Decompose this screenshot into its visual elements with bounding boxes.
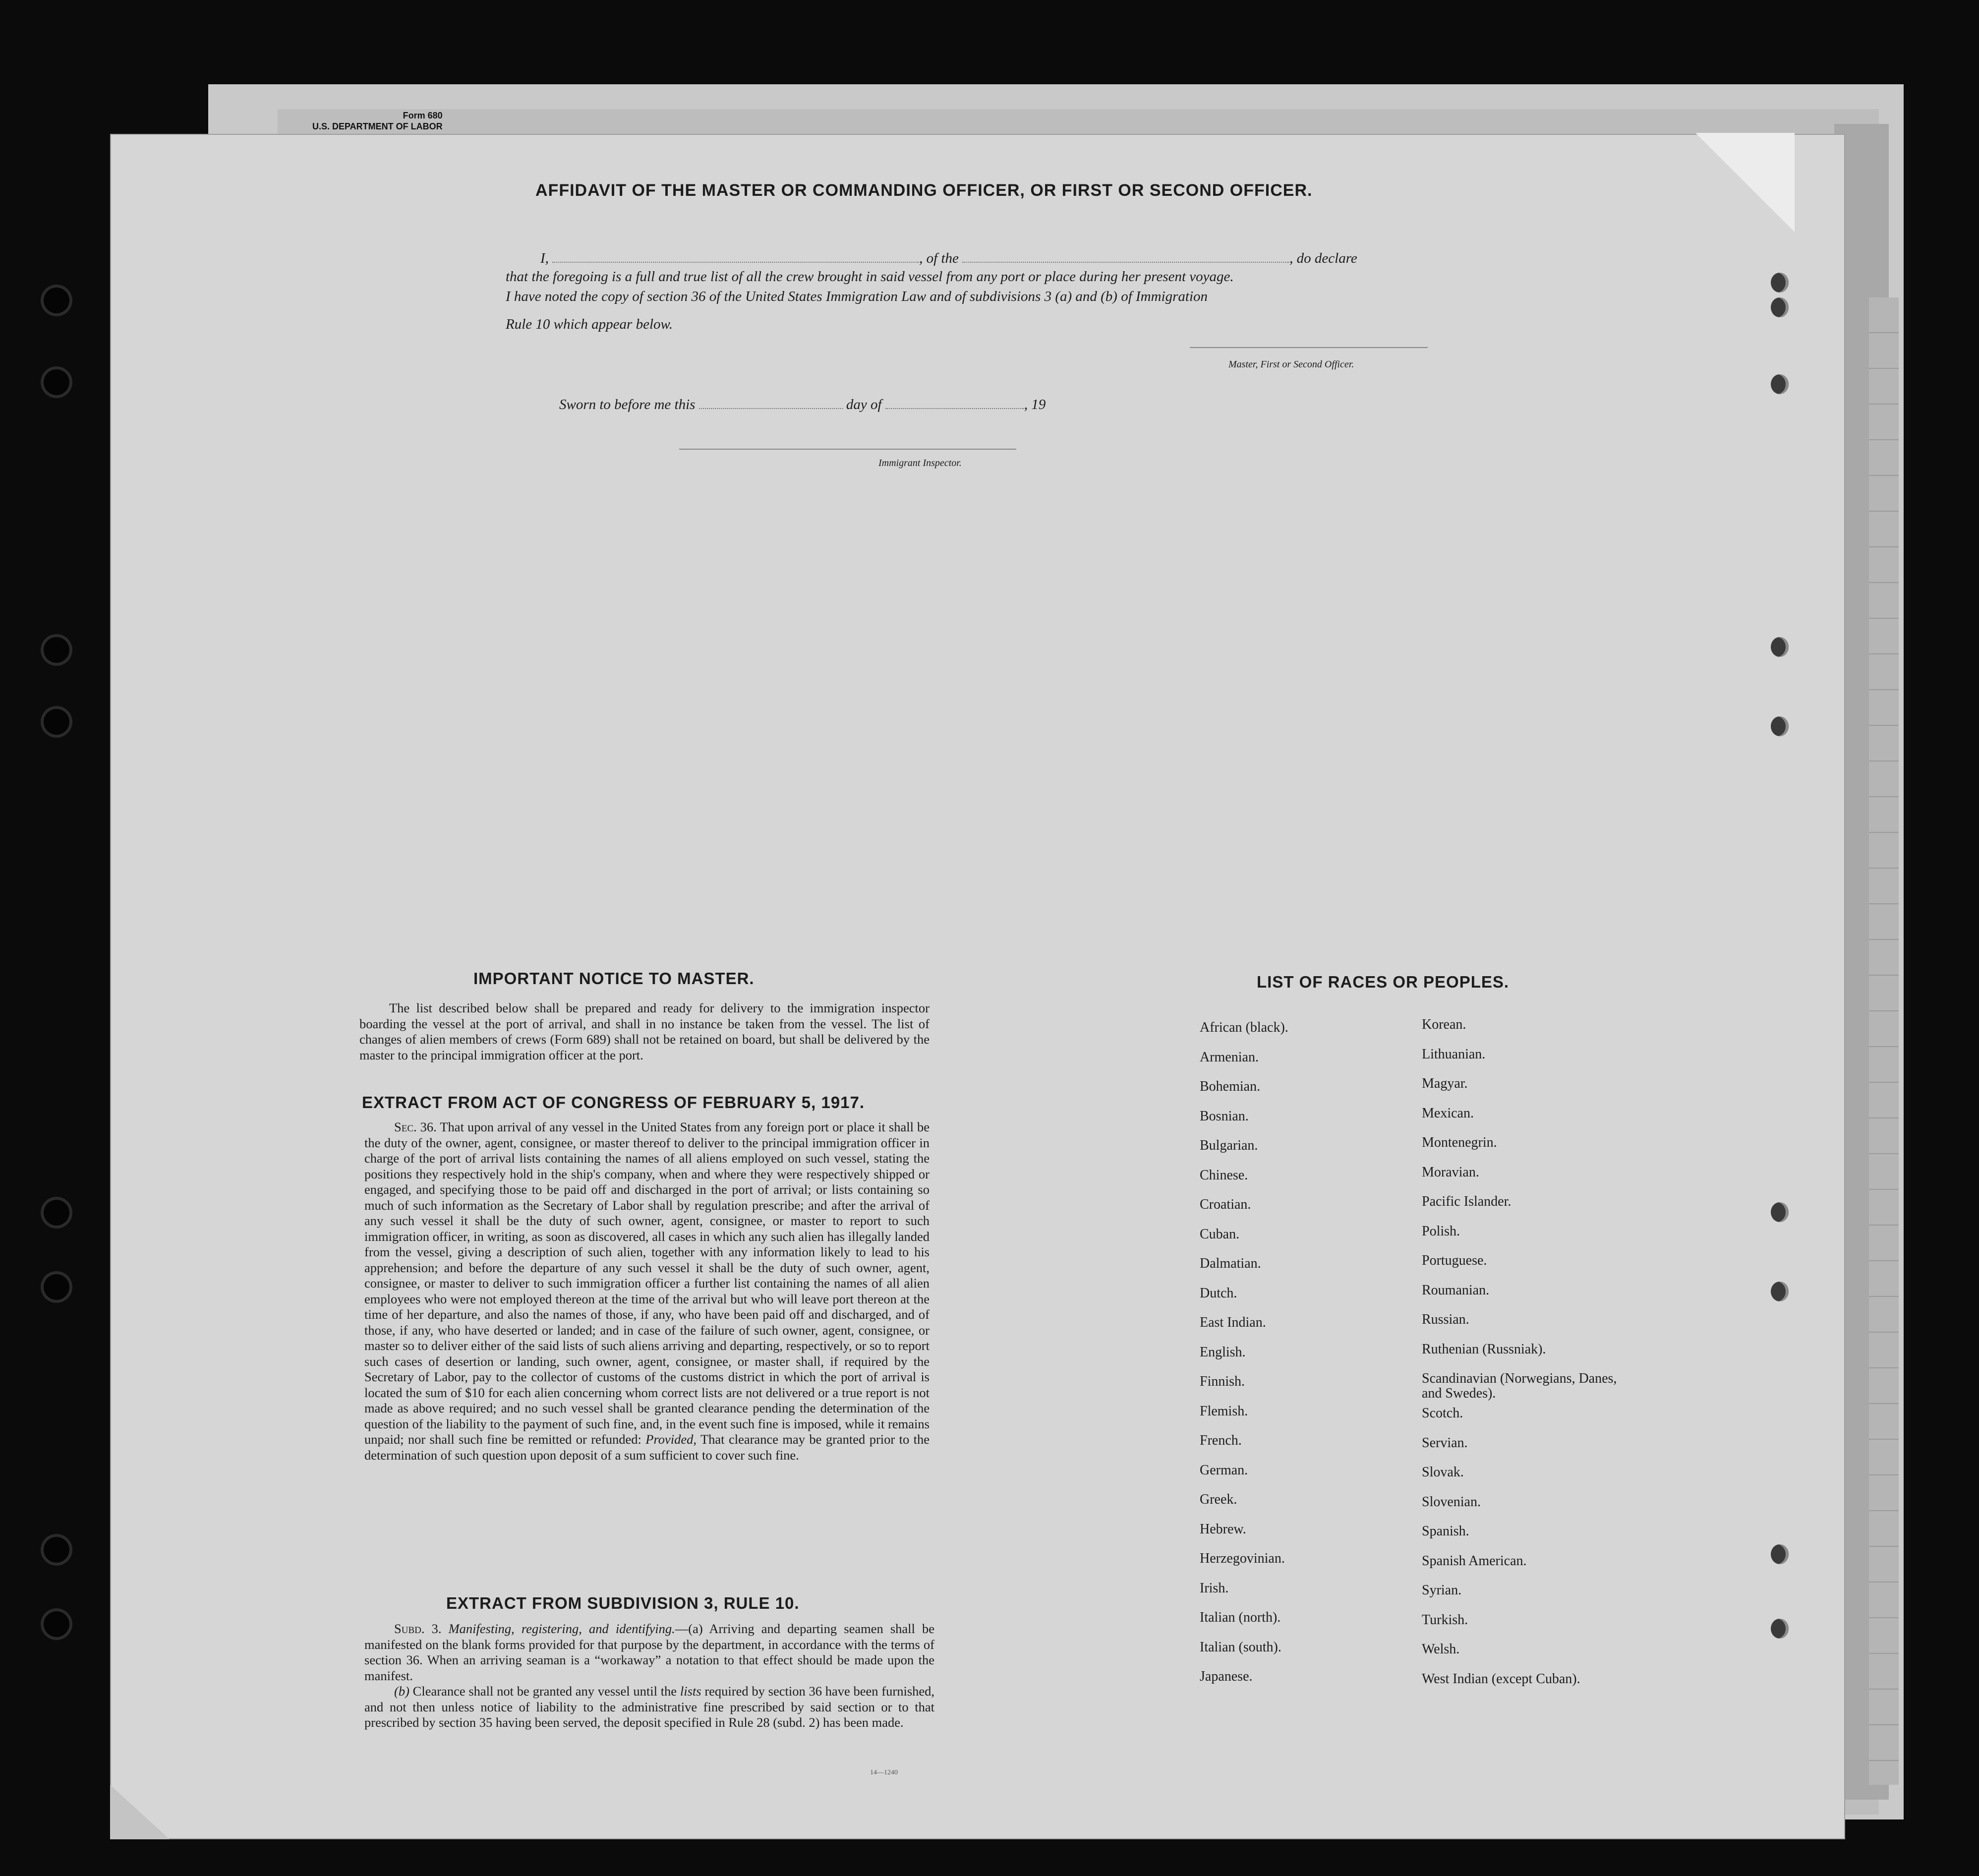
extract-rule-text: [364, 1621, 934, 1731]
race-item: Japanese.: [1200, 1669, 1253, 1684]
race-item: Scandinavian (Norwegians, Danes, and Swedes).: [1422, 1371, 1617, 1401]
race-item: Polish.: [1422, 1223, 1460, 1239]
race-item: Syrian.: [1422, 1583, 1462, 1598]
section-36-paragraph: [364, 1119, 930, 1463]
binder-hole: [1771, 1544, 1789, 1564]
sec-label: Sec. 36.: [394, 1119, 437, 1134]
race-item: Magyar.: [1422, 1076, 1468, 1091]
race-item: Dutch.: [1200, 1285, 1237, 1301]
binder-hole: [44, 709, 69, 735]
day-of-text: day of: [846, 397, 882, 412]
race-item: East Indian.: [1200, 1315, 1266, 1330]
affidavit-line-4: Rule 10 which appear below.: [506, 316, 673, 332]
print-code: 14—1240: [870, 1769, 898, 1776]
races-column-2: [1422, 1017, 1640, 1701]
race-item: Dalmatian.: [1200, 1256, 1261, 1271]
binder-hole: [1771, 1202, 1789, 1222]
binder-hole: [44, 1274, 69, 1300]
race-item: German.: [1200, 1462, 1248, 1478]
folded-corner: [110, 1785, 170, 1839]
race-item: Montenegrin.: [1422, 1135, 1497, 1150]
race-item: Scotch.: [1422, 1406, 1463, 1421]
binder-hole: [44, 288, 69, 313]
inspector-label: Immigrant Inspector.: [878, 458, 962, 469]
affidavit-declare: , do declare: [1289, 250, 1357, 266]
part-b-lists: lists: [680, 1684, 701, 1699]
race-item: Turkish.: [1422, 1612, 1468, 1628]
binder-hole: [1771, 273, 1789, 293]
race-item: English.: [1200, 1344, 1246, 1360]
race-item: Bulgarian.: [1200, 1138, 1258, 1153]
sworn-text: Sworn to before me this: [559, 397, 696, 412]
race-item: Pacific Islander.: [1422, 1194, 1512, 1209]
race-item: Croatian.: [1200, 1197, 1251, 1212]
binder-hole: [44, 369, 69, 395]
races-title: LIST OF RACES OR PEOPLES.: [1257, 973, 1510, 991]
race-item: Armenian.: [1200, 1049, 1259, 1065]
race-item: Irish.: [1200, 1580, 1229, 1596]
sworn-line: [559, 397, 1046, 413]
part-b-end: required by section 36 have been furnished, and not then unless notice of liability to the administrative fine prescribed by said section or to that prescribed by section 35 having been served, the deposit specified in Rule 28 (subd. 2) has been made.: [364, 1684, 935, 1730]
affidavit-i: I,: [540, 250, 549, 266]
race-item: Chinese.: [1200, 1167, 1248, 1183]
race-item: Slovenian.: [1422, 1494, 1481, 1510]
race-item: Slovak.: [1422, 1465, 1464, 1480]
extract-act-text: [364, 1119, 930, 1463]
race-item: Welsh.: [1422, 1642, 1460, 1657]
race-item: Finnish.: [1200, 1374, 1245, 1389]
subd-label: Subd. 3.: [394, 1621, 442, 1636]
vessel-blank[interactable]: [962, 251, 1289, 263]
binder-hole: [1771, 1282, 1789, 1301]
affidavit-line-1: [540, 250, 1357, 267]
binder-hole: [1771, 1619, 1789, 1639]
binder-hole: [1771, 716, 1789, 736]
race-item: Herzegovinian.: [1200, 1551, 1285, 1566]
race-item: Lithuanian.: [1422, 1046, 1486, 1062]
race-item: African (black).: [1200, 1020, 1288, 1035]
part-b-label: (b): [394, 1684, 409, 1699]
subd-b-paragraph: [364, 1684, 934, 1731]
folded-corner: [1695, 133, 1795, 232]
affidavit-title: AFFIDAVIT OF THE MASTER OR COMMANDING OFFICER, OR FIRST OR SECOND OFFICER.: [535, 181, 1313, 200]
extract-rule-title: EXTRACT FROM SUBDIVISION 3, RULE 10.: [446, 1594, 800, 1612]
race-item: Spanish.: [1422, 1524, 1469, 1539]
race-item: Portuguese.: [1422, 1253, 1487, 1268]
sworn-day-blank[interactable]: [699, 397, 843, 409]
notice-title: IMPORTANT NOTICE TO MASTER.: [473, 969, 755, 988]
binder-hole: [44, 1611, 69, 1637]
affidavit-of-the: , of the: [919, 250, 959, 266]
ruled-page-edge: [1869, 297, 1899, 1785]
race-item: Bohemian.: [1200, 1079, 1261, 1094]
race-item: Greek.: [1200, 1492, 1237, 1507]
race-item: Hebrew.: [1200, 1521, 1246, 1537]
affidavit-line-3: I have noted the copy of section 36 of the United States Immigration Law and of subdivisions 3 (a) and (b) of Immigration: [506, 289, 1208, 304]
binder-hole: [44, 637, 69, 663]
sec-36-end: That clearance may be granted prior to the determination of such question upon deposit of a sum sufficient to cover such fine.: [364, 1432, 930, 1463]
race-item: Roumanian.: [1422, 1282, 1490, 1298]
extract-act-title: EXTRACT FROM ACT OF CONGRESS OF FEBRUARY 5, 1917.: [362, 1093, 865, 1112]
race-item: Russian.: [1422, 1312, 1469, 1327]
race-item: Ruthenian (Russniak).: [1422, 1341, 1546, 1357]
binder-hole: [44, 1537, 69, 1563]
subd-heading: Manifesting, registering, and identifying.: [448, 1621, 675, 1636]
race-item: Korean.: [1422, 1017, 1466, 1032]
race-item: Bosnian.: [1200, 1108, 1249, 1124]
race-item: French.: [1200, 1433, 1242, 1448]
race-item: Mexican.: [1422, 1105, 1474, 1121]
race-item: Italian (south).: [1200, 1639, 1281, 1655]
race-item: Servian.: [1422, 1435, 1468, 1451]
race-item: Moravian.: [1422, 1164, 1479, 1180]
part-b-start: Clearance shall not be granted any vessel until the: [412, 1684, 677, 1699]
signature-label: Master, First or Second Officer.: [1228, 359, 1354, 370]
binder-hole: [1771, 374, 1789, 394]
race-item: Spanish American.: [1422, 1553, 1527, 1569]
binder-hole: [44, 1200, 69, 1226]
binder-hole: [1771, 637, 1789, 657]
provided-word: Provided,: [645, 1432, 697, 1447]
race-item: Flemish.: [1200, 1403, 1248, 1419]
races-column-1: [1200, 1020, 1288, 1699]
signature-line[interactable]: [1190, 347, 1428, 348]
affidavit-line-2: that the foregoing is a full and true list of all the crew brought in said vessel from any port or place during her present voyage.: [506, 269, 1234, 285]
race-item: Cuban.: [1200, 1226, 1240, 1242]
race-item: Italian (north).: [1200, 1610, 1281, 1625]
sworn-month-blank[interactable]: [885, 397, 1024, 409]
binder-hole: [1771, 297, 1789, 317]
sec-36-body: That upon arrival of any vessel in the United States from any foreign port or place it shall be the duty of the owner, agent, consignee, or master thereof to deliver to the principal immigration officer in charge of the port of arrival lists containing the names of all aliens employed on such vessel, stating the positions they respectively hold in the ship's company, when and where they were respectively shipped or engaged, and specifying those to be paid off and discharged in the port of arrival; or lists containing so much of such information as the Secretary of Labor shall by regulation prescribe; and after the arrival of any such vessel it shall be the duty of such owner, agent, consignee, or master to report to such immigration officer, in writing, as soon as discovered, all cases in which any such alien has illegally landed from the vessel, giving a description of such alien, together with any information likely to lead to his apprehension; and before the departure of any such vessel it shall be the duty of such owner, agent, consignee, or master to deliver to such immigration officer a further list containing the names of all alien employees who were not employed thereon at the time of the arrival but who will leave port thereon at the time of her departure, and also the names of those, if any, who have been paid off and discharged, and of those, if any, who have deserted or landed; and in case of the failure of such owner, agent, consignee, or master so to deliver either of the said lists of such aliens arriving and departing, respectively, or so to report such cases of desertion or landing, such owner, agent, consignee, or master shall, if required by the Secretary of Labor, pay to the collector of customs of the customs district in which the port of arrival is located the sum of $10 for each alien concerning whom correct lists are not delivered or a true report is not made as above required; and no such vessel shall be granted clearance pending the determination of the question of the liability to the payment of such fine, and, in the event such fine is imposed, while it remains unpaid; nor shall such fine be remitted or refunded:: [364, 1119, 930, 1447]
inspector-signature-line[interactable]: [679, 449, 1016, 450]
name-blank[interactable]: [552, 251, 919, 263]
notice-paragraph: The list described below shall be prepared and ready for delivery to the immigration inspector boarding the vessel at the port of arrival, and shall in no instance be taken from the vessel. The list of changes of alien members of crews (Form 689) shall not be retained on board, but shall be delivered by the master to the principal immigration officer at the port.: [359, 1000, 930, 1062]
year-prefix: , 19: [1024, 397, 1046, 412]
race-item: West Indian (except Cuban).: [1422, 1671, 1580, 1687]
subd-part-a: —(a) Arriving and departing seamen shall be manifested on the blank forms provided for that purpose by the department, in accordance with the terms of section 36. When an arriving seaman is a “workaway” a notation to that effect should be made upon the manifest.: [364, 1621, 934, 1683]
notice-text: [359, 1000, 930, 1063]
subd-a-paragraph: [364, 1621, 934, 1684]
form-number: Form 680 U.S. DEPARTMENT OF LABOR: [312, 111, 443, 131]
